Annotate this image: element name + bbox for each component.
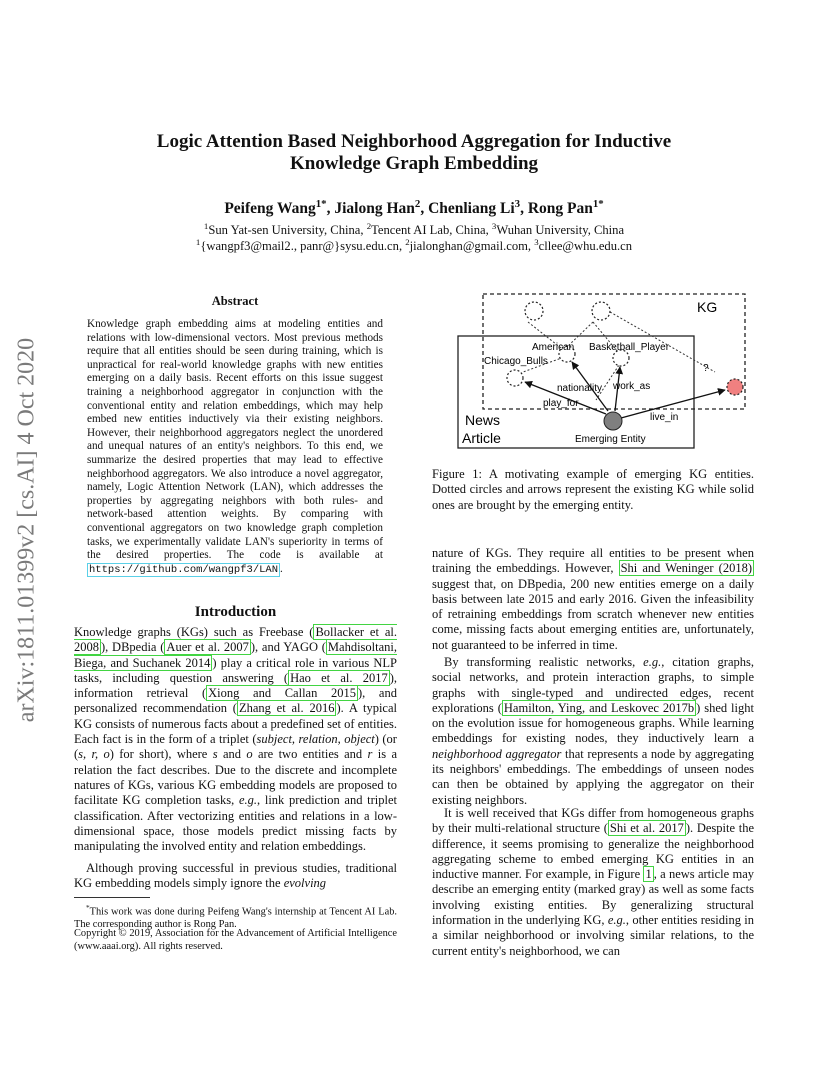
abstract-body xyxy=(87,318,383,577)
email-2: jialonghan@gmail.com, xyxy=(409,239,535,254)
work-as-label: work_as xyxy=(613,381,651,392)
introduction-heading: Introduction xyxy=(194,604,277,620)
emerging-entity-node xyxy=(604,412,622,430)
text: Although proving successful in previous studies, traditional KG embedding models simply ignore the xyxy=(74,861,397,891)
citation-link[interactable]: Zhang et al. 2016 xyxy=(238,701,335,716)
text: , other entities residing in a similar neighborhood or involving similar relations, to the current entity's neighborhood, we can xyxy=(432,913,754,958)
math: o xyxy=(246,747,253,762)
text: , a news article may describe an emerging entity (marked gray) as well as some facts involving existing entities. By generalizing structural information in the underlying KG, xyxy=(432,867,755,928)
text: ) play a critical role in various NLP tasks, including question answering ( xyxy=(74,655,397,685)
code-link[interactable]: https://github.com/wangpf3/LAN xyxy=(89,563,279,576)
footnote-rule xyxy=(74,897,150,898)
chicago-bulls-label: Chicago_Bulls xyxy=(484,356,548,367)
citation-link[interactable]: Auer et al. 2007 xyxy=(166,640,249,655)
affil-mark: 1 xyxy=(203,221,209,231)
kg-label: KG xyxy=(697,299,718,315)
author-sep: , xyxy=(420,200,429,218)
text-emphasis: e.g. xyxy=(643,655,662,669)
citation-link[interactable]: Shi et al. 2017 xyxy=(609,821,684,836)
text-emphasis: e.g. xyxy=(238,793,258,808)
author-3-mark: 3 xyxy=(514,198,521,210)
text: ), and personalized recommendation ( xyxy=(74,686,397,716)
figure-1-diagram xyxy=(455,290,755,452)
affil-mark: 2 xyxy=(366,221,372,231)
email-mark: 2 xyxy=(405,237,410,247)
text: ), information retrieval ( xyxy=(74,670,397,701)
author-list xyxy=(0,198,828,218)
nationality-label: nationality xyxy=(557,383,603,394)
author-2-mark: 2 xyxy=(414,198,421,210)
author-sep: , xyxy=(520,200,528,218)
title-line-2: Knowledge Graph Embedding xyxy=(289,153,539,174)
text: By transforming realistic networks, xyxy=(444,655,644,669)
text: , link prediction and triplet classification. After vectorizing entities and relations in a low-dimensional space, those models predict missing facts by manipulating the involved entity and relation embeddings. xyxy=(74,793,398,854)
math: s xyxy=(212,747,218,762)
author-sep: , xyxy=(326,200,335,218)
copyright-notice: Copyright © 2019, Association for the Advancement of Artificial Intelligence (www.aaai.org). All rights reserved. xyxy=(74,928,397,952)
basketball-player-label: Basketball_Player xyxy=(589,342,670,353)
text: and xyxy=(217,747,247,762)
introduction-paragraph-1 xyxy=(74,625,397,854)
math: s, r, o xyxy=(78,747,110,762)
text: , citation graphs, social networks, and protein interaction graphs, to simple graphs with single-typed and undirected edges, recent explorations ( xyxy=(432,655,754,715)
affil-2: Tencent AI Lab, China, xyxy=(371,223,492,238)
text-emphasis: evolving xyxy=(283,876,327,891)
text: ), and YAGO ( xyxy=(250,640,326,655)
author-1-mark: 1* xyxy=(315,198,327,210)
citation-link[interactable]: Bollacker et al. 2008 xyxy=(74,625,397,655)
text: ), DBpedia ( xyxy=(101,640,165,655)
american-label: American xyxy=(532,342,575,353)
text: ). Despite the difference, it seems promising to generalize the neighborhood aggregating scheme to embed emerging KG entities in an inductive manner. For example, in Figure xyxy=(432,821,754,882)
citation-link[interactable]: Xiong and Callan 2015 xyxy=(208,686,356,701)
figure-reference-link[interactable]: 1 xyxy=(645,867,652,882)
affil-3: Wuhan University, China xyxy=(496,223,625,238)
email-mark: 3 xyxy=(534,237,539,247)
email-mark: 1 xyxy=(195,237,201,247)
text-emphasis: neighborhood aggregator xyxy=(432,746,562,761)
paper-title xyxy=(0,131,828,175)
text: are two entities and xyxy=(252,747,368,762)
abstract-text: Knowledge graph embedding aims at modeling entities and relations with low-dimensional vectors. Most previous methods require that all entities should be seen during training, which is unpractical for real-world knowledge graphs with new entities emerging on a daily basis. Recent efforts on this issue suggest training a neighborhood aggregator in conjunction with the conventional entity and relation embeddings, which may help embed new entities inductively via their existing neighbors. However, their neighborhood aggregators neglect the unordered and unequal natures of an entity's neighbors. To this end, we summarize the desired properties that may lead to effective neighborhood aggregators. We also introduce a novel aggregator, namely, Logic Attention Network (LAN), which addresses the properties by aggregating neighbors with both rules- and network-based attention weights. By comparing with conventional aggregators on two knowledge graph completion tasks, we experimentally validate LAN's superiority in terms of the desired properties. The code is available at xyxy=(87,318,383,562)
right-paragraph-3 xyxy=(432,806,754,959)
author-4-mark: 1* xyxy=(592,198,604,210)
figure-1-caption: Figure 1: A motivating example of emerging KG entities. Dotted circles and arrows represent the existing KG while solid ones are brought by the emerging entity. xyxy=(432,467,754,512)
text-emphasis: e.g. xyxy=(607,913,626,928)
kg-entity-node xyxy=(525,302,543,320)
footnote-mark: * xyxy=(86,904,90,912)
author-2: Jialong Han xyxy=(334,200,415,218)
text: Knowledge graphs (KGs) such as Freebase ( xyxy=(74,625,314,639)
text: ). A typical KG consists of numerous facts about a predefined set of entities. Each fact is in the form of a triplet ( xyxy=(74,701,398,747)
chicago-bulls-node xyxy=(507,370,523,386)
unknown-entity-node xyxy=(727,379,743,395)
title-line-1: Logic Attention Based Neighborhood Aggregation for Inductive xyxy=(156,131,672,152)
math: r xyxy=(367,747,373,762)
affil-mark: 3 xyxy=(491,221,497,231)
article-label: Article xyxy=(462,430,501,446)
unknown-entity-label: ? xyxy=(703,363,709,374)
text: ) shed light on the evolution issue for homogeneous graphs. While learning embeddings for existing nodes, they inductively learn a xyxy=(432,700,754,746)
text: ) for short), where xyxy=(109,747,213,762)
right-paragraph-1 xyxy=(432,546,754,653)
affil-1: Sun Yat-sen University, China, xyxy=(208,223,367,238)
live-in-label: live_in xyxy=(650,412,679,423)
abstract-heading: Abstract xyxy=(211,294,259,308)
news-label: News xyxy=(465,412,501,428)
text: It is well received that KGs differ from homogeneous graphs by their multi-relational structure ( xyxy=(432,806,754,836)
text: nature of KGs. They require all entities to be present when training the embeddings. However, xyxy=(432,546,754,576)
arxiv-identifier xyxy=(2,300,52,760)
text: suggest that, on DBpedia, 200 new entities emerge on a daily basis between late 2015 and early 2016. Given the infeasibility of retraining embeddings from scratch whenever new entities come, missing facts about emerging entities are, unfortunately, not guaranteed to be inferred in time. xyxy=(432,576,754,652)
citation-link[interactable]: Hao et al. 2017 xyxy=(290,670,388,685)
footnote-text: This work was done during Peifeng Wang's internship at Tencent AI Lab. The corresponding author is Rong Pan. xyxy=(74,906,397,931)
author-4: Rong Pan xyxy=(527,200,593,218)
email-1: {wangpf3@mail2., panr@}sysu.edu.cn, xyxy=(200,239,406,254)
citation-link[interactable]: Hamilton, Ying, and Leskovec 2017b xyxy=(503,700,695,715)
author-3: Chenliang Li xyxy=(428,200,515,218)
citation-link[interactable]: Shi and Weninger (2018) xyxy=(620,561,752,576)
arxiv-identifier-text: arXiv:1811.01399v2 [cs.AI] 4 Oct 2020 xyxy=(13,337,40,723)
abstract-end: . xyxy=(280,562,283,575)
math: subject, relation, object xyxy=(256,732,375,747)
text: is a relation the fact describes. Due to the discrete and incomplete natures of KGs, various KG embedding models are proposed to facilitate KG completion tasks, xyxy=(74,747,398,808)
abstract xyxy=(87,294,383,577)
text: ) (or ( xyxy=(74,732,397,762)
author-1: Peifeng Wang xyxy=(224,200,316,218)
citation-link[interactable]: Mahdisoltani, Biega, and Suchanek 2014 xyxy=(74,640,398,670)
emerging-entity-label: Emerging Entity xyxy=(575,434,646,445)
kg-entity-node xyxy=(592,302,610,320)
play-for-label: play_for xyxy=(543,398,579,409)
right-paragraph-2 xyxy=(432,655,754,808)
text: that represents a node by aggregating its neighbors' embeddings. The embeddings of unseen nodes can then be obtained by applying the aggregator on their existing neighbors. xyxy=(432,746,754,807)
emails xyxy=(0,234,828,254)
email-3: cllee@whu.edu.cn xyxy=(538,239,633,254)
introduction-paragraph-2 xyxy=(74,861,397,892)
